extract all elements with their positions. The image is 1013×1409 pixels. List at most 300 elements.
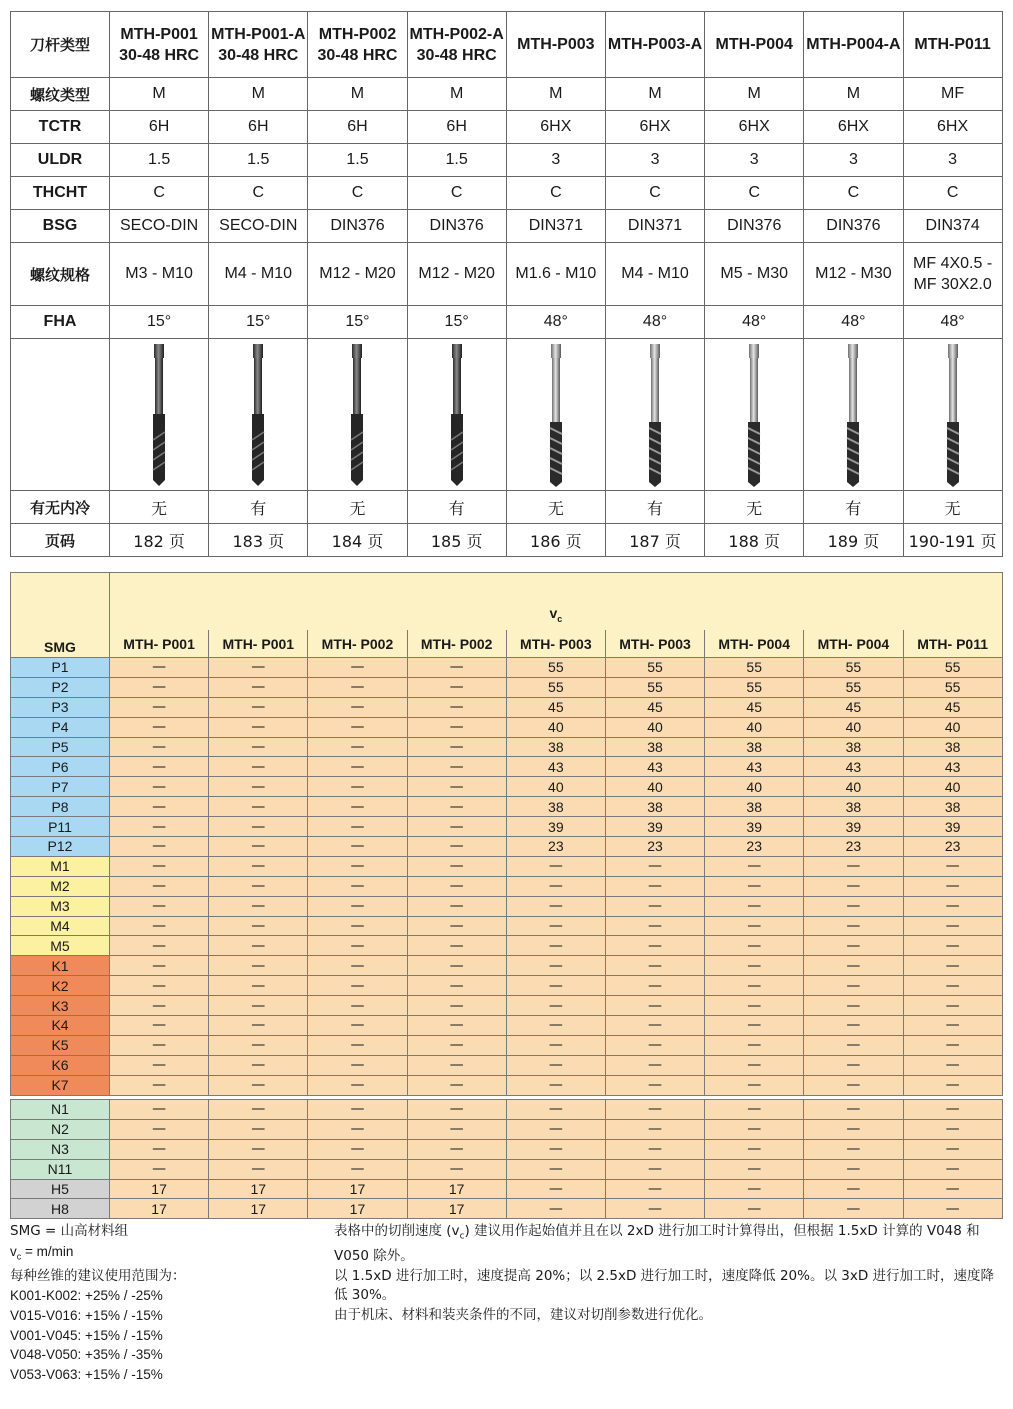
speed-cell: — [705, 1199, 804, 1219]
speed-cell: — [705, 1159, 804, 1179]
note-line: V048-V050: +35% / -35% [10, 1347, 163, 1363]
speed-cell: — [110, 896, 209, 916]
speed-cell: — [506, 1075, 605, 1095]
spec-cell: DIN371 [605, 210, 704, 243]
speed-cell: 23 [605, 837, 704, 857]
speed-cell: — [209, 1016, 308, 1036]
speed-cell: 43 [705, 757, 804, 777]
speed-cell: — [605, 1075, 704, 1095]
speed-cell: — [407, 956, 506, 976]
smg-cell: K5 [11, 1035, 110, 1055]
speed-cell: — [407, 777, 506, 797]
speed-row [11, 1100, 1003, 1120]
speed-cell: 17 [308, 1199, 407, 1219]
spec-cell: M3 - M10 [110, 243, 209, 306]
speed-cell: — [308, 677, 407, 697]
smg-cell: K2 [11, 976, 110, 996]
speed-cell: — [110, 856, 209, 876]
thread-tap-image [442, 342, 472, 488]
speed-cell: — [209, 876, 308, 896]
speed-cell: — [407, 737, 506, 757]
speed-cell: — [209, 856, 308, 876]
speed-cell: — [804, 856, 903, 876]
smg-cell: H8 [11, 1199, 110, 1219]
speed-cell: — [407, 1159, 506, 1179]
speed-cell: 40 [903, 777, 1002, 797]
speed-cell: — [804, 936, 903, 956]
speed-row [11, 1035, 1003, 1055]
speed-cell: — [705, 1035, 804, 1055]
smg-cell: M2 [11, 876, 110, 896]
speed-column-header: MTH- P002 [407, 630, 506, 658]
speed-cell: 40 [605, 717, 704, 737]
note-line: V015-V016: +15% / -15% [10, 1308, 163, 1324]
speed-row [11, 896, 1003, 916]
smg-cell: P12 [11, 837, 110, 857]
spec-cell: 6HX [903, 111, 1002, 144]
spec-cell: 6HX [605, 111, 704, 144]
tool-image-cell [506, 339, 605, 491]
speed-cell: 40 [705, 777, 804, 797]
speed-cell: — [407, 896, 506, 916]
spec-cell: SECO-DIN [110, 210, 209, 243]
smg-cell: H5 [11, 1179, 110, 1199]
speed-cell: — [506, 1055, 605, 1075]
speed-cell: — [407, 817, 506, 837]
speed-cell: — [209, 1119, 308, 1139]
speed-row [11, 1179, 1003, 1199]
spec-cell: M [506, 78, 605, 111]
thread-tap-image [144, 342, 174, 488]
cutting-speed-table [10, 572, 1003, 1096]
vc-symbol: v [549, 605, 558, 622]
speed-cell: — [407, 797, 506, 817]
speed-row [11, 837, 1003, 857]
spec-row [11, 111, 1003, 144]
page-cell: 186 页 [506, 524, 605, 557]
speed-cell: — [506, 1139, 605, 1159]
speed-cell: — [903, 956, 1002, 976]
spec-cell: 48° [605, 306, 704, 339]
speed-cell: — [407, 856, 506, 876]
tool-name: MTH-P002 [318, 25, 397, 43]
speed-cell: 23 [705, 837, 804, 857]
speed-cell: — [110, 817, 209, 837]
speed-cell: 55 [705, 677, 804, 697]
tool-hardness: 30-48 HRC [218, 46, 299, 64]
spec-cell: M1.6 - M10 [506, 243, 605, 306]
vc-header [110, 573, 1003, 631]
tool-image-cell [308, 339, 407, 491]
smg-cell: P5 [11, 737, 110, 757]
thread-tap-image [541, 342, 571, 488]
speed-cell: — [903, 916, 1002, 936]
speed-row [11, 1199, 1003, 1219]
speed-cell: — [110, 777, 209, 797]
speed-cell: — [308, 976, 407, 996]
speed-cell: — [903, 1119, 1002, 1139]
speed-cell: — [407, 1016, 506, 1036]
spec-cell: 1.5 [209, 144, 308, 177]
note-paragraph-1: 表格中的切削速度 $(v_c)$ 建议用作起始值并且在以 2xD 进行加工时计算得出，但根据 1.5xD 计算的 V048 和 V050 除外。 [334, 1223, 980, 1265]
vc-subscript: c [557, 614, 563, 624]
spec-row [11, 78, 1003, 111]
speed-cell: — [804, 1100, 903, 1120]
speed-cell: — [407, 1100, 506, 1120]
spec-cell: 3 [705, 144, 804, 177]
speed-cell: — [209, 996, 308, 1016]
speed-cell: — [705, 876, 804, 896]
speed-row [11, 1159, 1003, 1179]
speed-column-header: MTH- P003 [506, 630, 605, 658]
spec-cell: M4 - M10 [605, 243, 704, 306]
smg-cell: M5 [11, 936, 110, 956]
speed-cell: — [110, 717, 209, 737]
page-cell: 188 页 [705, 524, 804, 557]
thread-tap-image [640, 342, 670, 488]
note-line: SMG = 山高材料组 [10, 1223, 129, 1239]
speed-cell: — [110, 936, 209, 956]
spec-row [11, 210, 1003, 243]
tool-spec-table-body [11, 12, 1003, 557]
spec-row-label: TCTR [11, 111, 110, 144]
spec-row-label: THCHT [11, 177, 110, 210]
spec-cell: 48° [804, 306, 903, 339]
smg-cell: N11 [11, 1159, 110, 1179]
tool-column-header [110, 12, 209, 78]
speed-cell: — [407, 757, 506, 777]
speed-cell: — [110, 837, 209, 857]
tool-image-cell [209, 339, 308, 491]
speed-cell: — [605, 856, 704, 876]
speed-cell: — [506, 1035, 605, 1055]
speed-cell: — [407, 658, 506, 678]
speed-column-header: MTH- P004 [705, 630, 804, 658]
speed-cell: — [605, 936, 704, 956]
page-row [11, 524, 1003, 557]
tool-name: MTH-P002-A [409, 25, 504, 43]
tool-hardness: 30-48 HRC [119, 46, 200, 64]
speed-cell: 55 [903, 658, 1002, 678]
speed-cell: — [209, 916, 308, 936]
spec-cell: M12 - M30 [804, 243, 903, 306]
spec-cell: 3 [605, 144, 704, 177]
speed-cell: — [308, 996, 407, 1016]
speed-cell: — [705, 856, 804, 876]
speed-cell: — [903, 1035, 1002, 1055]
tool-name: MTH-P003-A [607, 36, 703, 53]
speed-cell: 40 [506, 777, 605, 797]
speed-cell: — [605, 1055, 704, 1075]
speed-cell: — [605, 1119, 704, 1139]
speed-cell: — [209, 797, 308, 817]
speed-cell: — [605, 1159, 704, 1179]
spec-cell: M [110, 78, 209, 111]
speed-cell: 17 [209, 1199, 308, 1219]
spec-cell: 3 [506, 144, 605, 177]
speed-cell: — [903, 976, 1002, 996]
speed-cell: — [506, 1159, 605, 1179]
tool-column-header [903, 12, 1002, 78]
speed-cell: — [110, 1100, 209, 1120]
smg-cell: P7 [11, 777, 110, 797]
smg-cell: P2 [11, 677, 110, 697]
speed-cell: — [110, 1055, 209, 1075]
speed-cell: — [308, 1159, 407, 1179]
speed-cell: — [506, 876, 605, 896]
speed-cell: — [209, 1075, 308, 1095]
spec-cell: MF 4X0.5 - MF 30X2.0 [903, 243, 1002, 306]
speed-cell: 40 [705, 717, 804, 737]
speed-cell: — [110, 1139, 209, 1159]
speed-cell: — [705, 1179, 804, 1199]
tool-name: MTH-P003 [517, 36, 595, 53]
footnotes-right [334, 1222, 1000, 1326]
speed-cell: — [308, 797, 407, 817]
smg-cell: P3 [11, 697, 110, 717]
speed-row [11, 817, 1003, 837]
speed-cell: — [407, 876, 506, 896]
speed-cell: — [804, 876, 903, 896]
smg-cell: K4 [11, 1016, 110, 1036]
note-line: V001-V045: +15% / -15% [10, 1327, 163, 1343]
speed-cell: 38 [705, 737, 804, 757]
speed-row [11, 1016, 1003, 1036]
speed-cell: 17 [209, 1179, 308, 1199]
speed-cell: — [407, 916, 506, 936]
smg-cell: N1 [11, 1100, 110, 1120]
smg-cell: K3 [11, 996, 110, 1016]
speed-cell: — [903, 1016, 1002, 1036]
speed-cell: — [903, 856, 1002, 876]
speed-cell: — [903, 1055, 1002, 1075]
tool-column-header [804, 12, 903, 78]
speed-cell: — [308, 916, 407, 936]
speed-cell: 45 [705, 697, 804, 717]
speed-cell: — [110, 697, 209, 717]
speed-cell: 38 [903, 797, 1002, 817]
speed-cell: — [506, 1016, 605, 1036]
speed-cell: — [407, 976, 506, 996]
smg-cell: K1 [11, 956, 110, 976]
spec-cell: M5 - M30 [705, 243, 804, 306]
speed-cell: — [506, 916, 605, 936]
speed-cell: 39 [804, 817, 903, 837]
spec-cell: 48° [705, 306, 804, 339]
speed-cell: — [209, 1100, 308, 1120]
spec-cell: 48° [506, 306, 605, 339]
speed-cell: — [110, 1119, 209, 1139]
coolant-cell: 有 [407, 491, 506, 524]
spec-cell: DIN376 [705, 210, 804, 243]
speed-cell: — [804, 956, 903, 976]
spec-cell: M12 - M20 [407, 243, 506, 306]
speed-cell: — [605, 876, 704, 896]
speed-cell: — [209, 737, 308, 757]
spec-cell: C [407, 177, 506, 210]
thread-tap-image [739, 342, 769, 488]
smg-cell: P8 [11, 797, 110, 817]
page-cell: 185 页 [407, 524, 506, 557]
speed-cell: — [804, 996, 903, 1016]
spec-cell: MF [903, 78, 1002, 111]
speed-cell: 38 [903, 737, 1002, 757]
spec-row [11, 144, 1003, 177]
tool-spec-table [10, 11, 1003, 557]
note-line: $v_c = m/\min$ [10, 1243, 74, 1262]
speed-cell: — [407, 837, 506, 857]
speed-cell: 45 [804, 697, 903, 717]
spec-cell: 6HX [506, 111, 605, 144]
tool-name: MTH-P001-A [211, 25, 306, 43]
note-line: K001-K002: +25% / -25% [10, 1288, 163, 1304]
thread-tap-image [243, 342, 273, 488]
speed-cell: — [705, 1016, 804, 1036]
speed-cell: — [605, 956, 704, 976]
speed-cell: 17 [407, 1179, 506, 1199]
speed-cell: — [903, 996, 1002, 1016]
smg-cell: M4 [11, 916, 110, 936]
spec-cell: 15° [308, 306, 407, 339]
speed-cell: — [209, 1159, 308, 1179]
speed-cell: — [110, 976, 209, 996]
speed-cell: — [506, 1119, 605, 1139]
speed-cell: 38 [804, 737, 903, 757]
smg-header: SMG [11, 573, 110, 658]
tool-name: MTH-P011 [914, 36, 991, 53]
speed-cell: 23 [506, 837, 605, 857]
speed-cell: — [705, 1055, 804, 1075]
speed-cell: — [308, 1100, 407, 1120]
speed-cell: 55 [506, 677, 605, 697]
speed-cell: — [605, 896, 704, 916]
speed-row [11, 1119, 1003, 1139]
speed-row [11, 697, 1003, 717]
speed-cell: — [110, 956, 209, 976]
speed-row [11, 916, 1003, 936]
spec-cell: DIN376 [407, 210, 506, 243]
speed-cell: — [209, 1139, 308, 1159]
speed-cell: — [209, 896, 308, 916]
spec-cell: C [308, 177, 407, 210]
speed-cell: — [903, 1139, 1002, 1159]
speed-cell: — [903, 896, 1002, 916]
speed-cell: — [506, 1199, 605, 1219]
speed-cell: — [804, 1159, 903, 1179]
speed-cell: — [308, 856, 407, 876]
coolant-row [11, 491, 1003, 524]
note-paragraph-3: 由于机床、材料和装夹条件的不同，建议对切削参数进行优化。 [334, 1307, 712, 1324]
speed-cell: — [506, 956, 605, 976]
tool-column-header [209, 12, 308, 78]
speed-cell: — [209, 1035, 308, 1055]
speed-cell: 55 [506, 658, 605, 678]
smg-cell: P4 [11, 717, 110, 737]
speed-cell: — [804, 1119, 903, 1139]
cutting-speed-table-lower-body [11, 1100, 1003, 1219]
speed-cell: — [308, 1035, 407, 1055]
speed-cell: — [804, 1016, 903, 1036]
speed-cell: — [605, 1199, 704, 1219]
spec-cell: M4 - M10 [209, 243, 308, 306]
speed-cell: 55 [903, 677, 1002, 697]
speed-cell: — [605, 1016, 704, 1036]
footnotes-left [10, 1222, 320, 1384]
spec-row-label: FHA [11, 306, 110, 339]
speed-cell: — [110, 1035, 209, 1055]
speed-cell: — [308, 697, 407, 717]
thread-tap-image [342, 342, 372, 488]
tool-hardness: 30-48 HRC [317, 46, 398, 64]
thread-tap-image [938, 342, 968, 488]
speed-cell: — [407, 1119, 506, 1139]
speed-cell: — [804, 1139, 903, 1159]
tool-column-header [506, 12, 605, 78]
speed-cell: 40 [804, 777, 903, 797]
speed-cell: — [705, 916, 804, 936]
tool-image-cell [605, 339, 704, 491]
speed-row [11, 797, 1003, 817]
speed-cell: — [110, 677, 209, 697]
smg-cell: M3 [11, 896, 110, 916]
speed-cell: 38 [605, 737, 704, 757]
speed-cell: — [804, 1179, 903, 1199]
speed-cell: — [903, 1179, 1002, 1199]
spec-cell: C [209, 177, 308, 210]
speed-cell: 17 [110, 1179, 209, 1199]
speed-row [11, 1075, 1003, 1095]
spec-cell: 6HX [804, 111, 903, 144]
speed-cell: — [209, 817, 308, 837]
speed-cell: — [209, 956, 308, 976]
page-cell: 190-191 页 [903, 524, 1002, 557]
speed-cell: 55 [804, 677, 903, 697]
speed-row [11, 856, 1003, 876]
speed-cell: 39 [705, 817, 804, 837]
spec-cell: 6H [110, 111, 209, 144]
speed-cell: 38 [506, 737, 605, 757]
speed-cell: — [110, 1159, 209, 1179]
speed-cell: — [407, 936, 506, 956]
smg-cell: K6 [11, 1055, 110, 1075]
spec-cell: 6H [209, 111, 308, 144]
tool-column-header [705, 12, 804, 78]
speed-row [11, 777, 1003, 797]
speed-cell: — [308, 1016, 407, 1036]
speed-cell: — [209, 697, 308, 717]
spec-cell: M [308, 78, 407, 111]
page-cell: 187 页 [605, 524, 704, 557]
speed-cell: 23 [903, 837, 1002, 857]
speed-cell: 23 [804, 837, 903, 857]
speed-cell: — [605, 996, 704, 1016]
speed-cell: — [605, 916, 704, 936]
speed-cell: — [804, 1075, 903, 1095]
spec-cell: 3 [804, 144, 903, 177]
page-cell: 184 页 [308, 524, 407, 557]
spec-cell: DIN376 [308, 210, 407, 243]
speed-cell: — [407, 1139, 506, 1159]
spec-label-header: 刀杆类型 [11, 12, 110, 78]
tool-image-cell [110, 339, 209, 491]
speed-cell: — [705, 1119, 804, 1139]
speed-cell: — [308, 956, 407, 976]
speed-cell: — [308, 896, 407, 916]
speed-cell: — [705, 1075, 804, 1095]
speed-cell: 17 [110, 1199, 209, 1219]
speed-column-header: MTH- P003 [605, 630, 704, 658]
speed-cell: — [605, 1179, 704, 1199]
